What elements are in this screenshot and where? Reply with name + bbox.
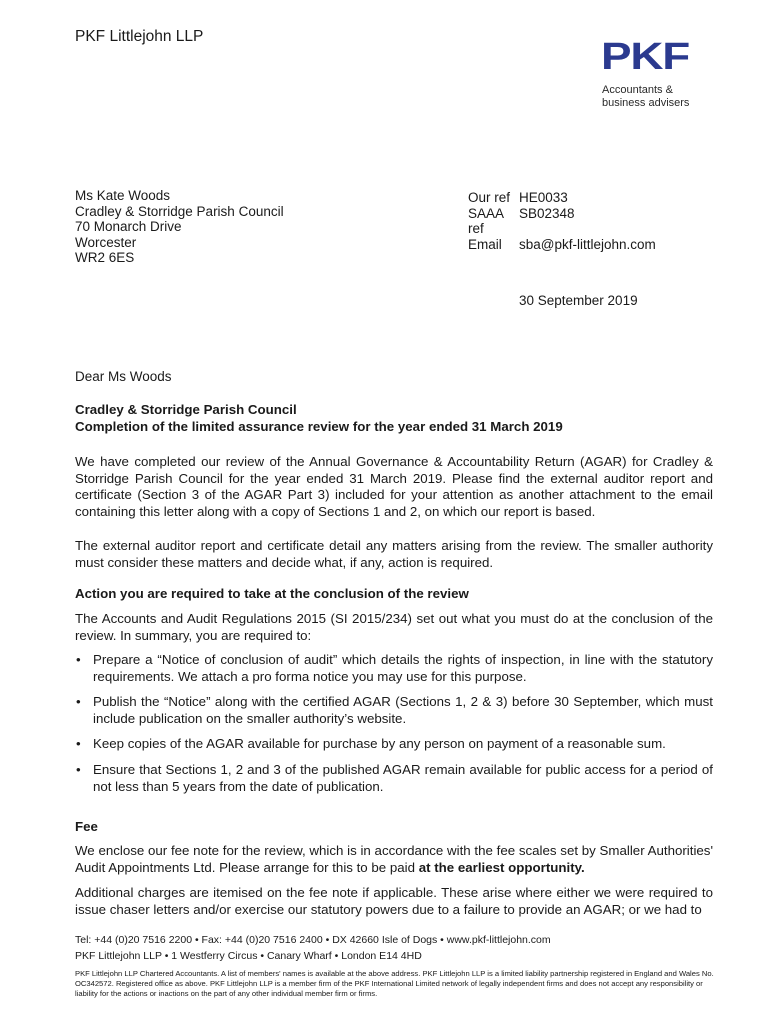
list-item-text: Publish the “Notice” along with the certified AGAR (Sections 1, 2 & 3) before 30 September, which must include publication on the smaller authority’s website. bbox=[93, 694, 713, 726]
tagline-line-1: Accountants & bbox=[602, 84, 673, 96]
recipient-postcode: WR2 6ES bbox=[75, 250, 135, 265]
logo-tagline bbox=[602, 84, 689, 109]
bullet-icon: • bbox=[76, 736, 81, 751]
bullet-icon: • bbox=[76, 762, 81, 777]
pkf-logo-text: PKF bbox=[601, 37, 689, 73]
reference-row bbox=[468, 237, 656, 253]
firm-name: PKF Littlejohn LLP bbox=[75, 28, 204, 45]
recipient-city: Worcester bbox=[75, 234, 137, 250]
reference-row bbox=[468, 221, 656, 237]
paragraph-regulations: The Accounts and Audit Regulations 2015 (SI 2015/234) set out what you must do at the conclusion of the review. In summary, you are required to: bbox=[75, 611, 713, 643]
email-link[interactable]: sba@pkf-littlejohn.com bbox=[519, 236, 656, 252]
list-item-text: Ensure that Sections 1, 2 and 3 of the published AGAR remain available for public access for a period of not less than 5 years from the date of publication. bbox=[93, 762, 713, 794]
reference-label: SAAA bbox=[468, 205, 505, 221]
reference-label: ref bbox=[468, 221, 484, 236]
recipient-organisation: Cradley & Storridge Parish Council bbox=[75, 203, 284, 219]
recipient-name: Ms Kate Woods bbox=[75, 188, 171, 203]
bullet-icon: • bbox=[76, 652, 81, 667]
requirements-list bbox=[75, 652, 713, 802]
reference-label: Email bbox=[468, 236, 502, 252]
fee-text: We enclose our fee note for the review, which is in accordance with the fee scales set by Smaller Authorities' Audit Appointments Ltd. Please arrange for this to be paid bbox=[75, 843, 713, 875]
list-item-text: Keep copies of the AGAR available for purchase by any person on payment of a reasonable sum. bbox=[93, 736, 666, 751]
reference-block bbox=[468, 190, 656, 252]
footer-address: PKF Littlejohn LLP • 1 Westferry Circus • Canary Wharf • London E14 4HD bbox=[75, 950, 422, 962]
letter-date: 30 September 2019 bbox=[519, 293, 638, 308]
pkf-logo bbox=[601, 37, 691, 73]
reference-row bbox=[468, 190, 656, 206]
paragraph-review-completed: We have completed our review of the Annual Governance & Accountability Return (AGAR) for Cradley & Storridge Parish Council for the year ended 31 March 2019. Please find the external auditor report and certificate (Section 3 of the AGAR Part 3) included for your attention as another attachment to the email containing this letter along with a copy of Sections 1 and 2, on which our report is based. bbox=[75, 454, 713, 519]
list-item bbox=[75, 762, 713, 795]
bullet-icon: • bbox=[76, 694, 81, 709]
fee-emphasis: at the earliest opportunity. bbox=[418, 859, 585, 875]
footer-contact: Tel: +44 (0)20 7516 2200 • Fax: +44 (0)20 7516 2400 • DX 42660 Isle of Dogs • www.pkf-littlejohn.com bbox=[75, 934, 551, 946]
tagline-line-2: business advisers bbox=[602, 96, 690, 109]
recipient-street: 70 Monarch Drive bbox=[75, 219, 182, 234]
subject-heading bbox=[75, 402, 713, 435]
list-item bbox=[75, 694, 713, 727]
reference-value: HE0033 bbox=[519, 190, 568, 205]
paragraph-matters-arising: The external auditor report and certificate detail any matters arising from the review. The smaller authority must consider these matters and decide what, if any, action is required. bbox=[75, 538, 713, 570]
list-item-text: Prepare a “Notice of conclusion of audit” which details the rights of inspection, in line with the statutory requirements. We attach a pro forma notice you may use for this purpose. bbox=[93, 652, 713, 684]
reference-label: Our ref bbox=[468, 190, 511, 205]
subject-line-2: Completion of the limited assurance review for the year ended 31 March 2019 bbox=[75, 418, 563, 434]
salutation: Dear Ms Woods bbox=[75, 369, 172, 384]
list-item bbox=[75, 736, 713, 753]
paragraph-additional-charges: Additional charges are itemised on the fee note if applicable. These arise where either we were required to issue chaser letters and/or exercise our statutory powers due to a failure to provide an AGAR; or we had to bbox=[75, 885, 713, 917]
fee-heading: Fee bbox=[75, 819, 98, 834]
recipient-address bbox=[75, 188, 284, 266]
subject-line-1: Cradley & Storridge Parish Council bbox=[75, 402, 297, 417]
footer-legal: PKF Littlejohn LLP Chartered Accountants. A list of members' names is available at the above address. PKF Littlejohn LLP is a limited liability partnership registered in England and Wales No. OC342572. Registered office as above. PKF Littlejohn LLP is a member firm of the PKF International Limited network of legally independent firms and does not accept any responsibility or liability for the actions or inactions on the part of any other individual member firm or firms. bbox=[75, 969, 714, 998]
list-item bbox=[75, 652, 713, 685]
reference-value: SB02348 bbox=[519, 205, 575, 221]
reference-row bbox=[468, 206, 656, 222]
paragraph-fee bbox=[75, 843, 713, 876]
action-heading: Action you are required to take at the conclusion of the review bbox=[75, 586, 469, 601]
